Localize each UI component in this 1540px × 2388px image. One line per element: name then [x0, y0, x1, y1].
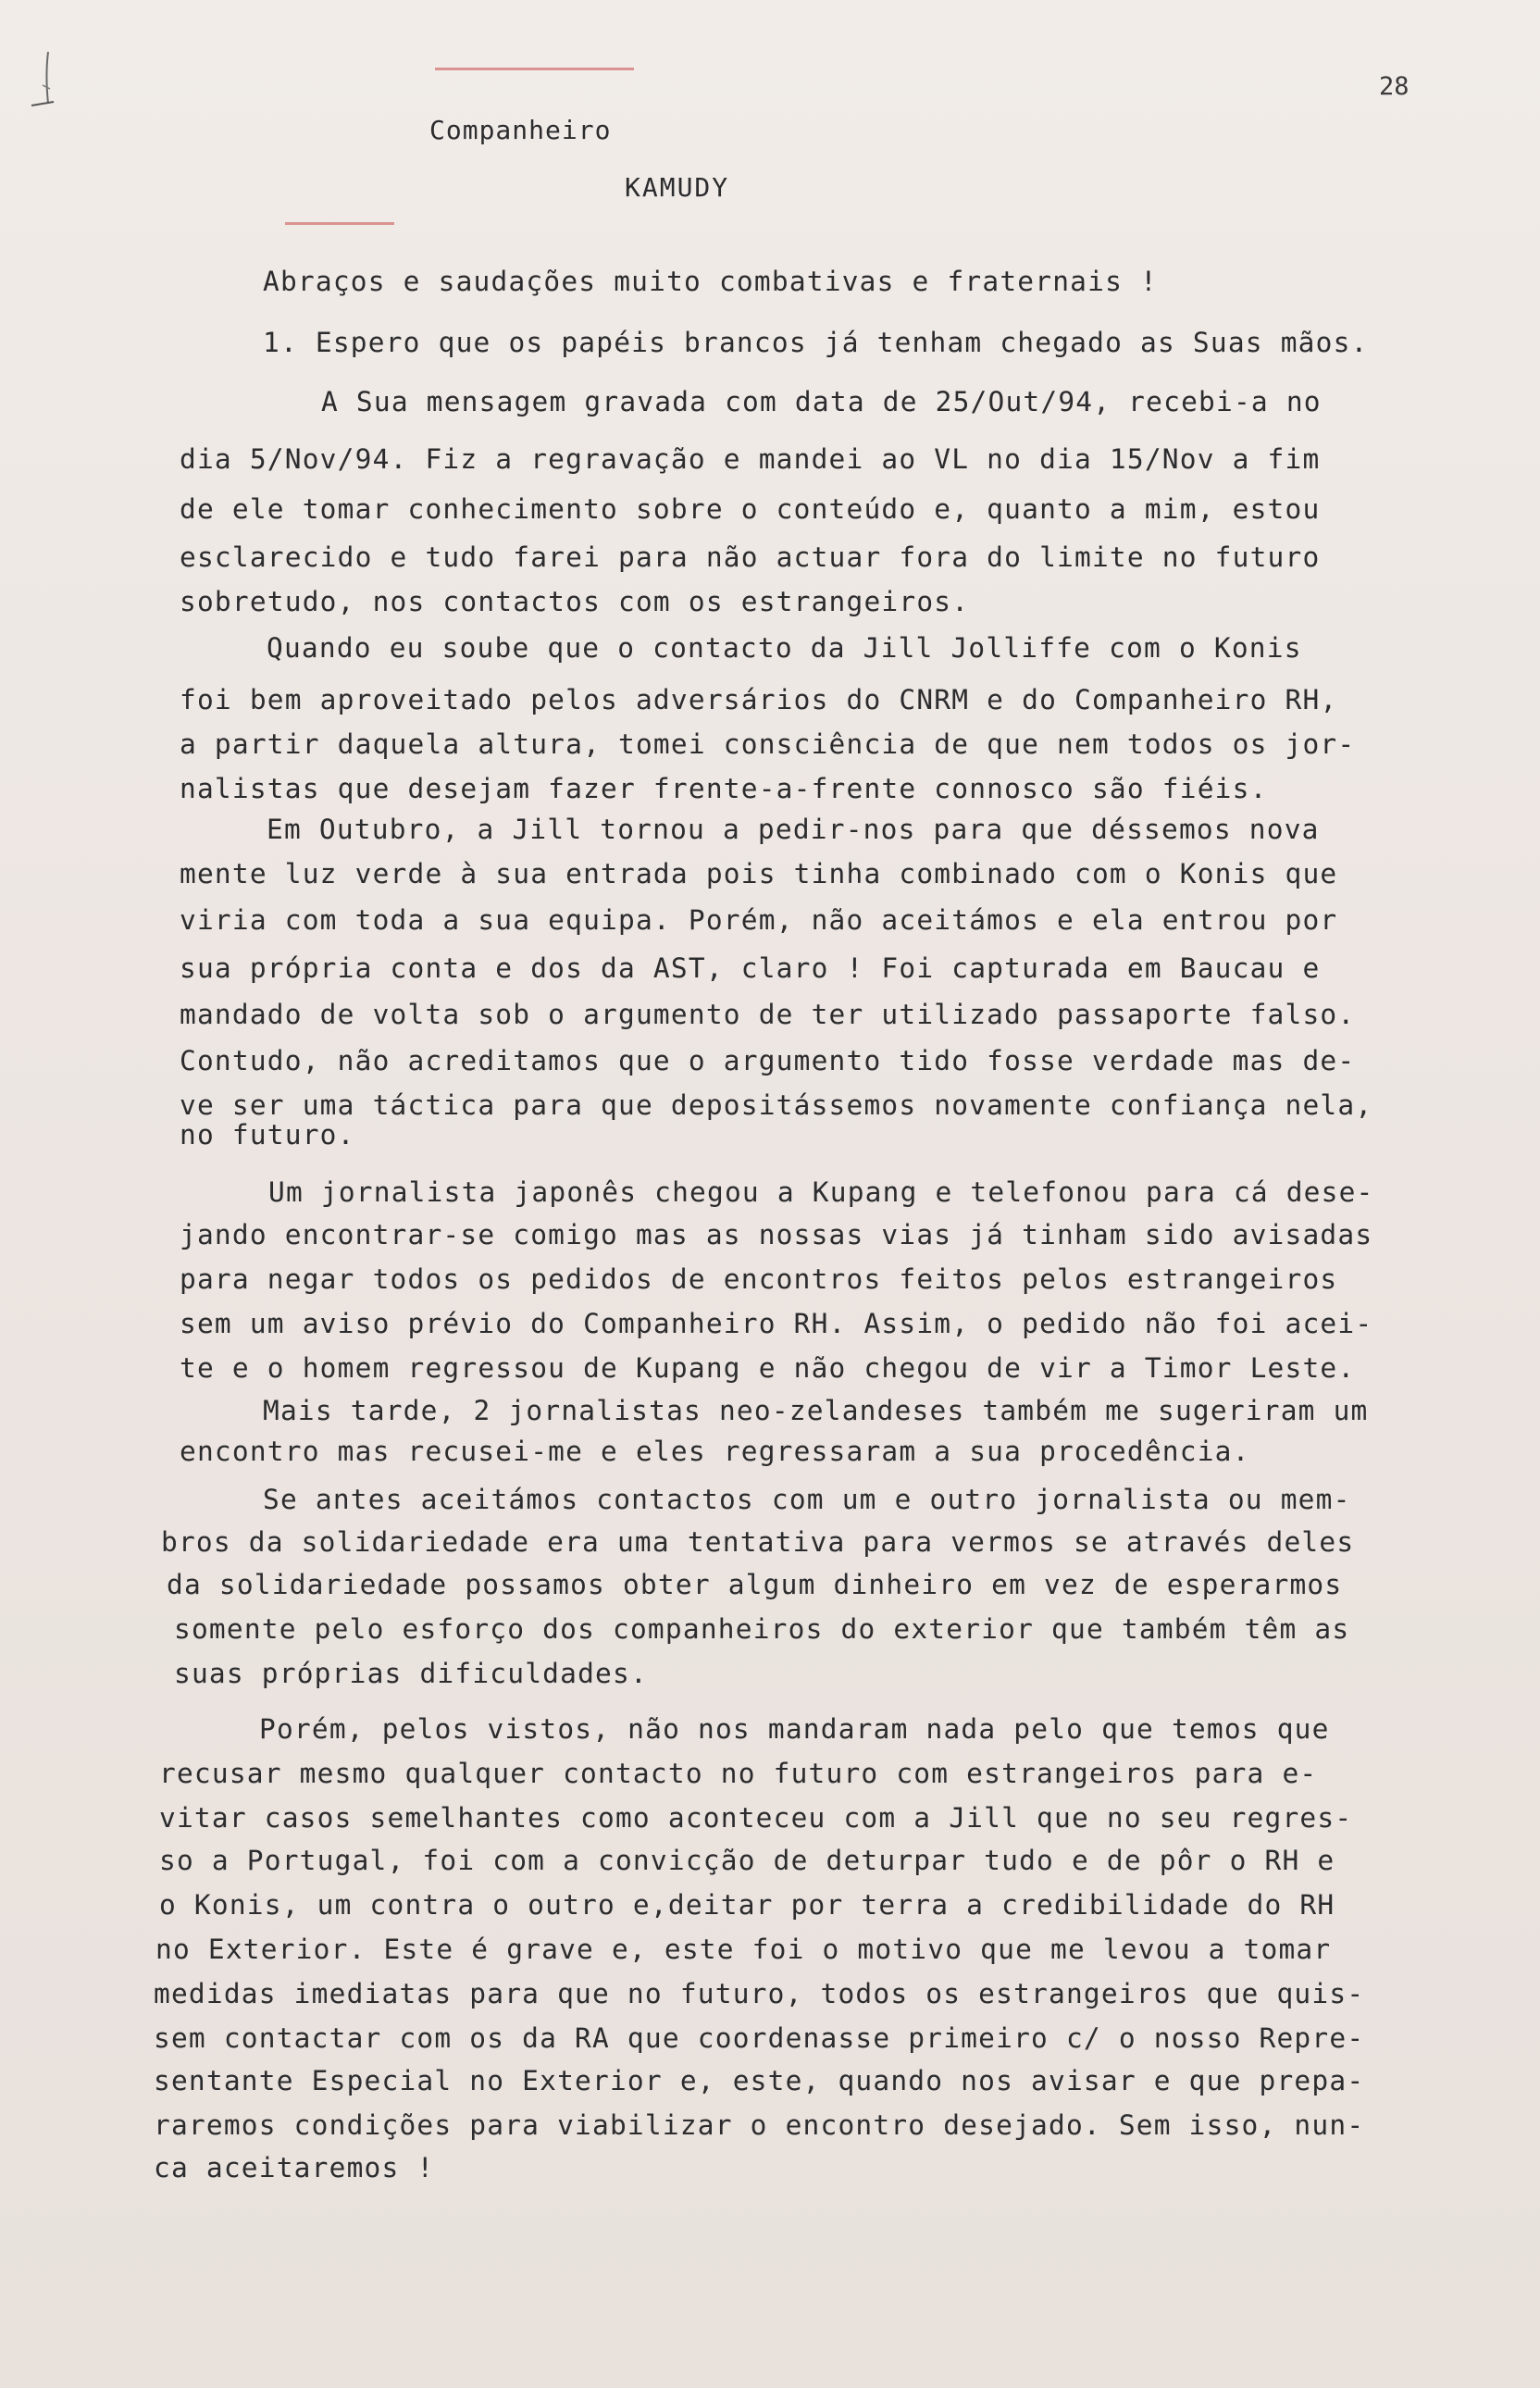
letter-line: medidas imediatas para que no futuro, todos os estrangeiros que quis-: [154, 1978, 1365, 2009]
letter-line: nalistas que desejam fazer frente-a-frente connosco são fiéis.: [180, 773, 1268, 804]
letter-line: Contudo, não acreditamos que o argumento tido fosse verdade mas de-: [180, 1045, 1356, 1076]
letter-line: sem um aviso prévio do Companheiro RH. Assim, o pedido não foi acei-: [180, 1308, 1373, 1339]
letter-line: encontro mas recusei-me e eles regressaram a sua procedência.: [180, 1436, 1250, 1467]
letter-line: sobretudo, nos contactos com os estrangeiros.: [180, 586, 970, 617]
red-stamp-mark-top: [435, 68, 634, 70]
letter-line: 1. Espero que os papéis brancos já tenham chegado as Suas mãos.: [263, 327, 1369, 358]
letter-line: mandado de volta sob o argumento de ter utilizado passaporte falso.: [180, 999, 1356, 1030]
letter-line: suas próprias dificuldades.: [174, 1658, 648, 1689]
letter-line: a partir daquela altura, tomei consciência de que nem todos os jor-: [180, 728, 1356, 760]
letter-line: A Sua mensagem gravada com data de 25/Out/94, recebi-a no: [321, 386, 1322, 417]
letter-line: Abraços e saudações muito combativas e fraternais !: [263, 266, 1158, 297]
letter-line: no Exterior. Este é grave e, este foi o motivo que me levou a tomar: [155, 1934, 1332, 1965]
page-number: 28: [1379, 72, 1410, 101]
letter-line: Mais tarde, 2 jornalistas neo-zelandeses também me sugeriram um: [263, 1395, 1369, 1426]
letter-line: bros da solidariedade era uma tentativa para vermos se através deles: [161, 1526, 1355, 1558]
letter-line: sentante Especial no Exterior e, este, quando nos avisar e que prepa-: [154, 2065, 1365, 2096]
letter-line: mente luz verde à sua entrada pois tinha combinado com o Konis que: [180, 858, 1338, 889]
letter-line: vitar casos semelhantes como aconteceu com a Jill que no seu regres-: [159, 1802, 1353, 1834]
letter-line: foi bem aproveitado pelos adversários do CNRM e do Companheiro RH,: [180, 684, 1338, 715]
staple-mark: [26, 48, 63, 122]
letter-line: no futuro.: [180, 1119, 355, 1150]
letter-line: sem contactar com os da RA que coordenasse primeiro c/ o nosso Repre-: [154, 2022, 1365, 2054]
letter-line: Um jornalista japonês chegou a Kupang e telefonou para cá dese-: [268, 1176, 1374, 1208]
letter-line: te e o homem regressou de Kupang e não chegou de vir a Timor Leste.: [180, 1352, 1356, 1384]
letter-line: Quando eu soube que o contacto da Jill Jolliffe com o Konis: [267, 632, 1302, 664]
letter-line: jando encontrar-se comigo mas as nossas vias já tinham sido avisadas: [180, 1219, 1373, 1250]
letter-line: raremos condições para viabilizar o encontro desejado. Sem isso, nun-: [154, 2109, 1365, 2141]
letter-line: esclarecido e tudo farei para não actuar fora do limite no futuro: [180, 541, 1321, 573]
addressee-name: KAMUDY: [625, 172, 730, 203]
letter-line: somente pelo esforço dos companheiros do exterior que também têm as: [174, 1613, 1350, 1645]
letter-line: Em Outubro, a Jill tornou a pedir-nos para que déssemos nova: [267, 814, 1320, 845]
letter-line: viria com toda a sua equipa. Porém, não aceitámos e ela entrou por: [180, 904, 1338, 936]
red-stamp-mark-left: [285, 222, 394, 225]
letter-line: ca aceitaremos !: [154, 2152, 435, 2183]
letter-line: de ele tomar conhecimento sobre o conteúdo e, quanto a mim, estou: [180, 493, 1321, 525]
letter-line: da solidariedade possamos obter algum dinheiro em vez de esperarmos: [167, 1569, 1343, 1600]
letter-line: dia 5/Nov/94. Fiz a regravação e mandei ao VL no dia 15/Nov a fim: [180, 443, 1321, 475]
letter-line: Porém, pelos vistos, não nos mandaram nada pelo que temos que: [259, 1713, 1330, 1745]
letter-line: ve ser uma táctica para que depositássemos novamente confiança nela,: [180, 1089, 1373, 1121]
letter-line: o Konis, um contra o outro e,deitar por terra a credibilidade do RH: [159, 1889, 1335, 1921]
letter-line: so a Portugal, foi com a convicção de deturpar tudo e de pôr o RH e: [159, 1845, 1335, 1876]
letter-line: recusar mesmo qualquer contacto no futuro com estrangeiros para e-: [159, 1758, 1318, 1789]
letter-line: para negar todos os pedidos de encontros feitos pelos estrangeiros: [180, 1263, 1338, 1295]
letter-line: sua própria conta e dos da AST, claro ! Foi capturada em Baucau e: [180, 952, 1321, 984]
letter-line: Se antes aceitámos contactos com um e outro jornalista ou mem-: [263, 1484, 1351, 1515]
addressee-title: Companheiro: [429, 115, 612, 145]
